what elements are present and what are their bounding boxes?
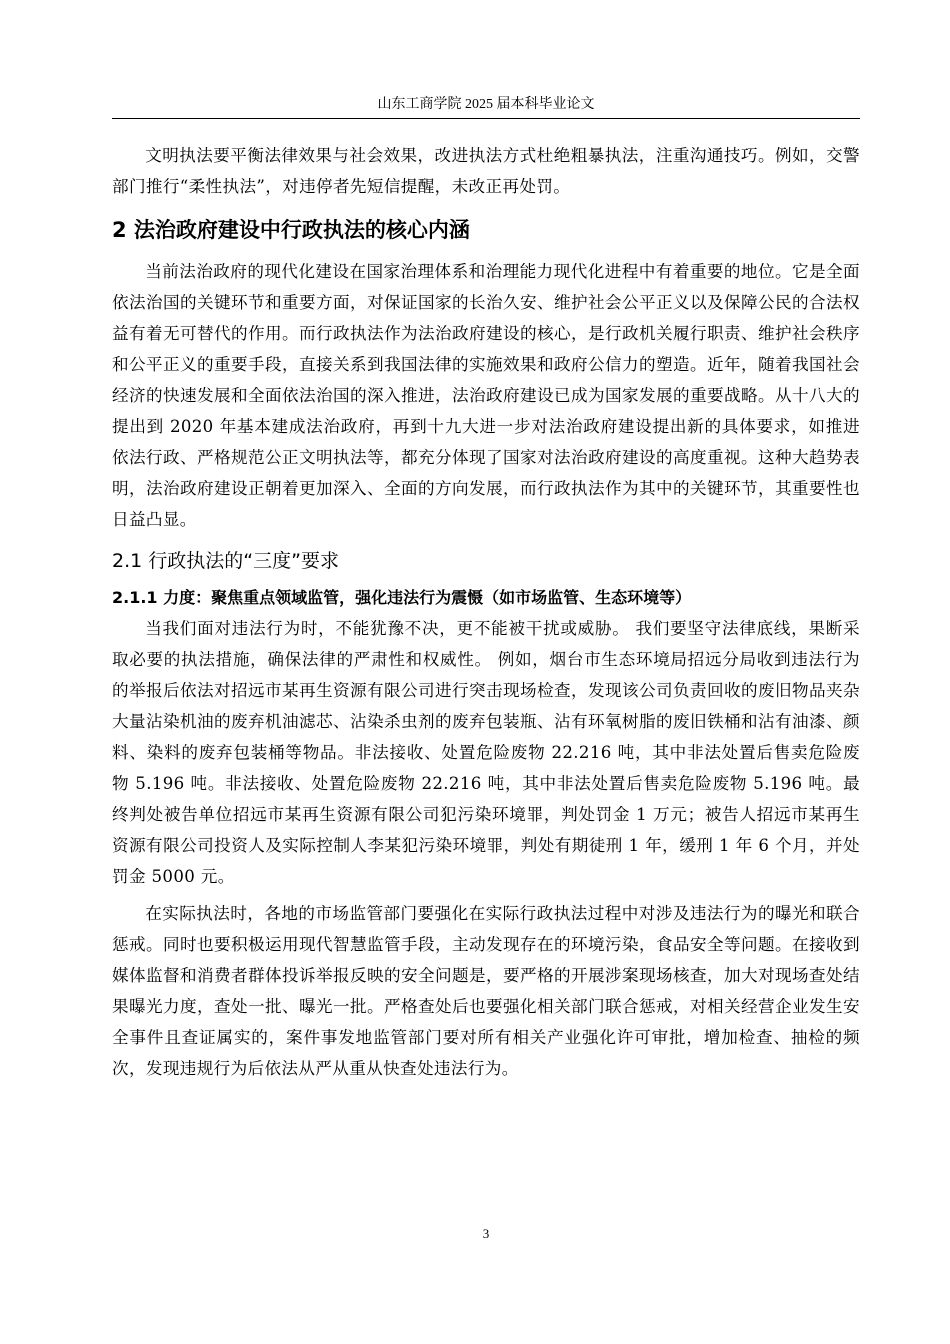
page-number: 3 xyxy=(482,1226,490,1241)
section-2-1-1-paragraph-2: 在实际执法时，各地的市场监管部门要强化在实际行政执法过程中对涉及违法行为的曝光和联合惩戒。同时也要积极运用现代智慧监管手段，主动发现存在的环境污染，食品安全等问题。在接收到媒体监督和消费者群体投诉举报反映的安全问题是，要严格的开展涉案现场核查，加大对现场查处结果曝光力度，查处一批、曝光一批。严格查处后也要强化相关部门联合惩戒，对相关经营企业发生安全事件且查证属实的，案件事发地监管部门要对所有相关产业强化许可审批，增加检查、抽检的频次，发现违规行为后依法从严从重从快查处违法行为。 xyxy=(112,904,860,1078)
section-2-1-1-paragraph-1: 当我们面对违法行为时，不能犹豫不决，更不能被干扰或威胁。 我们要坚守法律底线，果断采取必要的执法措施，确保法律的严肃性和权威性。 例如，烟台市生态环境局招远分局收到违法行为的举报后依法对招远市某再生资源有限公司进行突击现场检查，发现该公司负责回收的废旧物品夹杂大量沾染机油的废弃机油滤芯、沾染杀虫剂的废弃包装瓶、沾有环氧树脂的废旧铁桶和沾有油漆、颜料、染料的废弃包装桶等物品。非法接收、处置危险废物 22.216 吨，其中非法处置后售卖危险废物 5.196 吨。非法接收、处置危险废物 22.216 吨，其中非法处置后售卖危险废物 5.196 吨。最终判处被告单位招远市某再生资源有限公司犯污染环境罪，判处罚金 1 万元；被告人招远市某再生资源有限公司投资人及实际控制人李某犯污染环境罪，判处有期徒刑 1 年，缓刑 1 年 6 个月，并处罚金 5000 元。 xyxy=(112,619,860,886)
intro-paragraph: 文明执法要平衡法律效果与社会效果，改进执法方式杜绝粗暴执法，注重沟通技巧。例如，交警部门推行“柔性执法”，对违停者先短信提醒，未改正再处罚。 xyxy=(112,146,860,196)
section-2-paragraph: 当前法治政府的现代化建设在国家治理体系和治理能力现代化进程中有着重要的地位。它是全面依法治国的关键环节和重要方面，对保证国家的长治久安、维护社会公平正义以及保障公民的合法权益有着无可替代的作用。而行政执法作为法治政府建设的核心，是行政机关履行职责、维护社会秩序和公平正义的重要手段，直接关系到我国法律的实施效果和政府公信力的塑造。近年，随着我国社会经济的快速发展和全面依法治国的深入推进，法治政府建设已成为国家发展的重要战略。从十八大的提出到 2020 年基本建成法治政府，再到十九大进一步对法治政府建设提出新的具体要求，如推进依法行政、严格规范公正文明执法等，都充分体现了国家对法治政府建设的高度重视。这种大趋势表明，法治政府建设正朝着更加深入、全面的方向发展，而行政执法作为其中的关键环节，其重要性也日益凸显。 xyxy=(112,262,860,529)
document-body xyxy=(112,140,860,1084)
section-2-heading: 2 法治政府建设中行政执法的核心内涵 xyxy=(112,218,470,242)
section-2-1-1-heading: 2.1.1 力度：聚焦重点领域监管，强化违法行为震慑（如市场监管、生态环境等） xyxy=(112,588,692,607)
header-divider xyxy=(112,118,860,119)
section-2-1-heading: 2.1 行政执法的“三度”要求 xyxy=(112,550,339,572)
page-header: 山东工商学院 2025 届本科毕业论文 xyxy=(377,97,595,112)
